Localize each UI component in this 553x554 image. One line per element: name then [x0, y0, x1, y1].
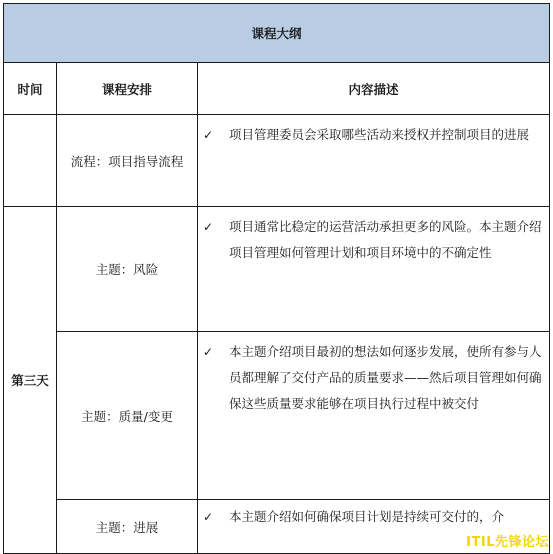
- table-title: 课程大纲: [4, 4, 550, 63]
- course-outline-table: [3, 3, 550, 554]
- table-row: [4, 332, 550, 500]
- time-cell-empty: [4, 115, 57, 207]
- description-text: 项目通常比稳定的运营活动承担更多的风险。本主题介绍项目管理如何管理计划和项目环境中的不确定性: [229, 219, 542, 260]
- check-icon: ✓: [203, 510, 214, 524]
- description-text: 本主题介绍如何确保项目计划是持续可交付的，介: [229, 509, 505, 524]
- topic-cell: 主题：风险: [57, 207, 198, 332]
- check-icon: ✓: [203, 128, 214, 142]
- check-icon: ✓: [203, 345, 214, 359]
- description-cell: [198, 115, 550, 207]
- description-text: 本主题介绍项目最初的想法如何逐步发展，使所有参与人员都理解了交付产品的质量要求——然后项目管理如何确保这些质量要求能够在项目执行过程中被交付: [229, 344, 542, 411]
- header-schedule: 课程安排: [57, 63, 198, 115]
- description-cell: [198, 207, 550, 332]
- table-row: [4, 207, 550, 332]
- title-row: [4, 4, 550, 63]
- topic-cell: 流程：项目指导流程: [57, 115, 198, 207]
- check-icon: ✓: [203, 220, 214, 234]
- watermark-logo: ITIL先锋论坛: [466, 535, 549, 550]
- header-row: [4, 63, 550, 115]
- description-text: 项目管理委员会采取哪些活动来授权并控制项目的进展: [229, 127, 530, 142]
- table-row: [4, 115, 550, 207]
- topic-cell: 主题：质量/变更: [57, 332, 198, 500]
- header-description: 内容描述: [198, 63, 550, 115]
- header-time: 时间: [4, 63, 57, 115]
- topic-cell: 主题：进展: [57, 500, 198, 554]
- day-label: 第三天: [4, 207, 57, 554]
- description-cell: [198, 332, 550, 500]
